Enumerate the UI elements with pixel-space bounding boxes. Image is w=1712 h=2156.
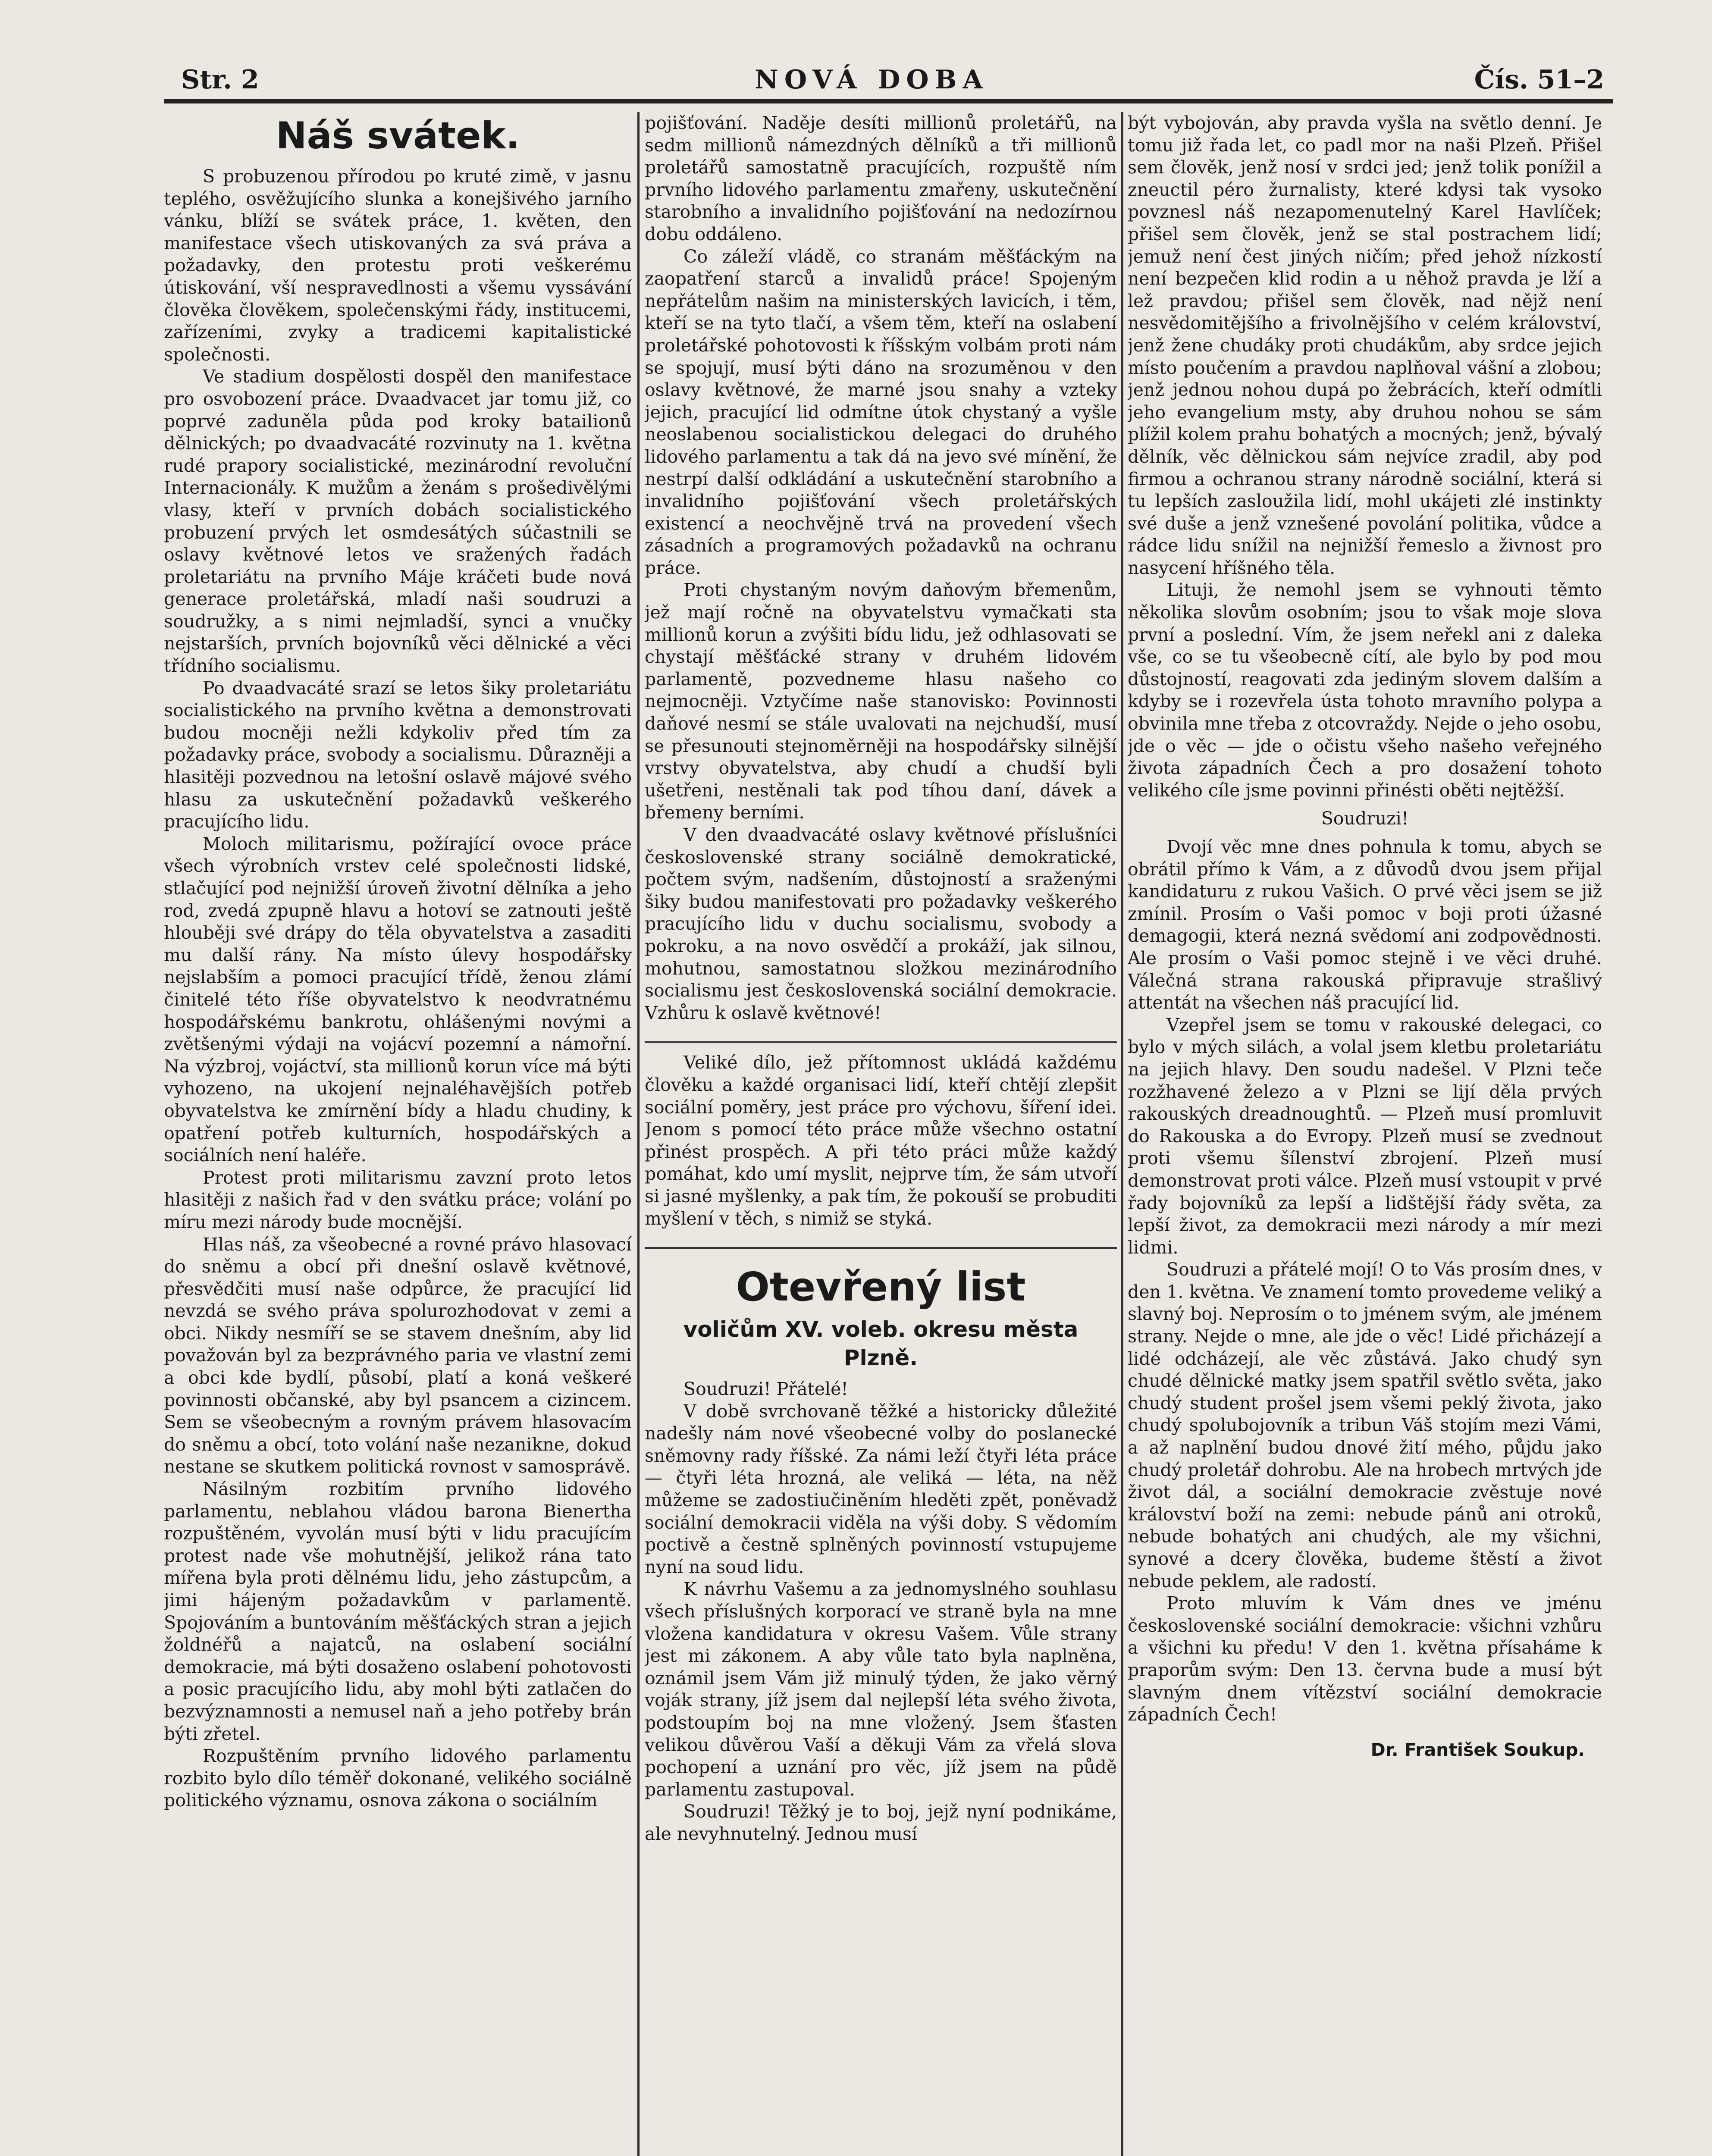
paragraph: Protest proti militarismu zavzní proto letos hlasitěji z našich řad v den svátku práce; volání po míru mezi národy bude mocnější. [164, 1167, 632, 1232]
column-rule [637, 112, 640, 2156]
column-1 [164, 112, 632, 2156]
section-rule [645, 1247, 1117, 1249]
column-2 [645, 112, 1117, 2156]
paragraph: Po dvaadvacáté srazí se letos šiky proletariátu socialistického na prvního května a demonstrovati budou mocněji nežli kdykoliv před tím za požadavky práce, svobody a socialismu. Důrazněji a hlasitěji pozvednou na letošní oslavě májové svého hlasu za uskutečnění požadavků veškerého pracujícího lidu. [164, 677, 632, 832]
letter-title: Otevřený list [736, 1264, 1026, 1310]
paragraph: Moloch militarismu, požírající ovoce práce všech výrobních vrstev celé společnosti lidské, stlačující pod nejnižší úroveň životní dělníka a jeho rod, zvedá zpupně hlavu a hotoví se zatnouti ještě hlouběji své drápy do těla obyvatelstva a zasaditi mu další rány. Na místo úlevy hospodářsky nejslabším a pomoci pracující třídě, ženou zlámí činitelé této říše obyvatelstvo k neodvratnému hospodářskému bankrotu, ohlášenými novými a zvětšenými výdaji na vojácví pozemní a námořní. Na výzbroj, vojáctví, sta millionů korun více má býti vyhozeno, na ukojení nejnaléhavějších potřeb obyvatelstva ke zmírnění bídy a hladu chudiny, k opatření potřeb kulturních, hospodářských a sociálních není haléře. [164, 833, 632, 1166]
signature: Dr. František Soukup. [1370, 1739, 1585, 1760]
paragraph: pojišťování. Naděje desíti millionů proletářů, na sedm millionů námezdných dělníků a tři millionů proletářů samostatně pracujících, rozpuště ním prvního lidového parlamentu zmařeny, uskutečnění starobního a invalidního pojišťování na nedozírnou dobu oddáleno. [645, 113, 1117, 244]
paragraph: Násilným rozbitím prvního lidového parlamentu, neblahou vládou barona Bienertha rozpuštěném, vyvolán musí býti v lidu pracujícím protest nade vše mohutnější, jelikož rána tato mířena byla proti dělnému lidu, jeho zástupcům, a jimi hájeným požadavkům v parlamentě. Spojováním a buntováním měšťáckých stran a jejich žoldnéřů a najatců, na oslabení sociální demokracie, má býti dosaženo oslabení pohotovosti a posic pracujícího lidu, aby mohl býti zatlačen do bezvýznamnosti a nemusel naň a jeho potřeby brán býti zřetel. [164, 1479, 632, 1744]
paragraph: V den dvaadvacáté oslavy květnové příslušníci československé strany sociálně demokratické, počtem svým, nadšením, důstojností a sraženými šiky budou manifestovati pro požadavky veškerého pracujícího lidu v duchu socialismu, svobody a pokroku, a na novo osvědčí a prokáží, jak silnou, mohutnou, samostatnou složkou mezinárodního socialismu jest československá sociální demokracie. Vzhůru k oslavě květnové! [645, 824, 1117, 1023]
paragraph: Hlas náš, za všeobecné a rovné právo hlasovací do sněmu a obcí při dnešní oslavě květnové, přesvědčiti musí naše odpůrce, že pracující lid nevzdá se svého práva spolurozhodovat v zemi a obci. Nikdy nesmíří se se stavem dnešním, aby lid považován byl za bezprávného paria ve vlastní zemi a obci kde bydlí, působí, platí a koná veškeré povinnosti občanské, aby byl psancem a cizincem. Sem se všeobecným a rovným právem hlasovacím do sněmu a obcí, toto volání naše nezanikne, dokud nestane se skutkem politická rovnost v samosprávě. [164, 1234, 632, 1477]
page-number: Str. 2 [181, 65, 259, 95]
paragraph: Soudruzi! Těžký je to boj, jejž nyní podnikáme, ale nevyhnutelný. Jednou musí [645, 1801, 1117, 1844]
paragraph: být vybojován, aby pravda vyšla na světlo denní. Je tomu již řada let, co padl mor na naši Plzeň. Přišel sem člověk, jenž nosí v srdci jed; jenž tolik ponížil a zneuctil péro žurnalisty, které kdysi tak vysoko povznesl náš nezapomenutelný Karel Havlíček; přišel sem člověk, jenž se stal postrachem lidí; jemuž není čest jiných ničím; před jehož nízkostí není bezpečen klid rodin a u něhož pravda je lží a lež pravdou; přišel sem člověk, nad nějž není nesvědomitějšího a frivolnějšího v celém království, jenž žene chudáky proti chudákům, aby srdce jejich místo poučením a pravdou naplňoval vášní a zlobou; jenž jednou nohou dupá po žebrácích, kteří odmítli jeho evangelium msty, aby druhou nohou se sám plížil kolem prahu bohatých a mocných; jenž, bývalý dělník, věc dělnickou sám nejvíce zradil, aby pod firmou a ochranou strany národně sociální, která si tu lepších zasloužila lidí, mohl ukájeti zlé instinkty své duše a jenž vznešené povolání politika, vůdce a rádce lidu snížil na nejnižší řemeslo a živnost pro nasycení hříšného těla. [1128, 113, 1602, 578]
issue-number: Čís. 51–2 [1474, 65, 1604, 95]
paragraph: Vzepřel jsem se tomu v rakouské delegaci, co bylo v mých silách, a volal jsem kletbu proletariátu na jejich hlavy. Den soudu nadešel. V Plzni teče rozžhavené železo a v Plzni se lijí děla prvých rakouských dreadnoughtů. — Plzeň musí promluvit do Rakouska a do Evropy. Plzeň musí se zvednout proti všemu šílenství zbrojení. Plzeň musí demonstrovat proti válce. Plzeň musí vstoupit v prvé řady bojovníků za lepší a lidštější řády světa, za lepší život, za demokracii mezi národy a mír mezi lidmi. [1128, 1014, 1602, 1258]
paragraph: Lituji, že nemohl jsem se vyhnouti těmto několika slovům osobním; jsou to však moje slova první a poslední. Vím, že jsem neřekl ani z daleka vše, co se tu všeobecně cítí, ale bylo by pod mou důstojností, reagovati zda jediným slovem dalším a kdyby se i rozevřela ústa tohoto mravního polypa a obvinila mne třeba z otcovraždy. Nejde o jeho osobu, jde o věc — jde o očistu všeho našeho veřejného života západních Čech a pro dosažení tohoto velikého cíle jsme povinni přinésti oběti nejtěžší. [1128, 580, 1602, 801]
paragraph: Rozpuštěním prvního lidového parlamentu rozbito bylo dílo téměř dokonané, velikého sociálně politického významu, osnova zákona o sociálním [164, 1745, 632, 1811]
paragraph: Dvojí věc mne dnes pohnula k tomu, abych se obrátil přímo k Vám, a z důvodů dvou jsem přijal kandidaturu z rukou Vašich. O prvé věci jsem se již zmínil. Prosím o Vaši pomoc v boji proti úžasné demagogii, která nezná svědomí ani zodpovědnosti. Ale prosím o Vaši pomoc stejně i ve věci druhé. Válečná strana rakouská připravuje strašlivý attentát na všechen náš pracující lid. [1128, 837, 1602, 1013]
paragraph: V době svrchovaně těžké a historicky důležité nadešly nám nové všeobecné volby do poslanecké sněmovny rady říšské. Za námi leží čtyři léta práce — čtyři léta hrozná, ale veliká — léta, na něž můžeme se zadostiučiněním hleděti zpět, poněvadž sociální demokracii viděla na výši doby. S vědomím poctivě a čestně splněných povinností vstupujeme nyní na soud lidu. [645, 1401, 1117, 1577]
section-rule [645, 1041, 1117, 1043]
article-title: Náš svátek. [276, 114, 520, 157]
paragraph: Proti chystaným novým daňovým břemenům, jež mají ročně na obyvatelstvu vymačkati sta millionů korun a zvýšiti bídu lidu, jež odhlasovati se chystají měšťácké strany v druhém lidovém parlamentě, pozvedneme hlasu našeho co nejmocněji. Vztyčíme naše stanovisko: Povinnosti daňové nesmí se stále uvalovati na nejchudší, musí se přesunouti stejnoměrněji na hospodářsky silnější vrstvy obyvatelstva, aby chudí a chudší byli ušetřeni, nestěnali tak pod tíhou daní, dávek a břemeny berními. [645, 580, 1117, 823]
column-rule [1121, 112, 1123, 2156]
paragraph: K návrhu Vašemu a za jednomyslného souhlasu všech příslušných korporací ve straně byla na mne vložena kandidatura v okresu Vašem. Vůle strany jest mi zákonem. A aby vůle tato byla naplněna, oznámil jsem Vám již minulý týden, že jako věrný voják strany, jíž jsem dal nejlepší léta svého života, podstoupím boj na mne vložený. Jsem šťasten velikou důvěrou Vaší a děkuji Vám za vřelá slova pochopení a uznání pro věc, jíž jsem na půdě parlamentu zastupoval. [645, 1579, 1117, 1800]
column-3 [1128, 112, 1602, 2156]
salutation: Soudruzi! [1321, 808, 1409, 829]
paragraph: Soudruzi a přátelé mojí! O to Vás prosím dnes, v den 1. května. Ve znamení tomto provedeme veliký a slavný boj. Neprosím o to jménem svým, ale jménem strany. Nejde o mne, ale jde o věc! Lidé přicházejí a lidé odcházejí, ale věc zůstává. Jako chudý syn chudé dělnické matky jsem spatřil světlo světa, jako chudý student prošel jsem všemi peklý života, jako chudý spolubojovník a tribun Váš stojím mezi Vámi, a až naplnění budou dnové žití mého, půjdu jako chudý proletář dohrobu. Ale na hrobech mrtvých jde život dál, a sociální demokracie zvěstuje nové království boží na zemi: nebude pánů ani otroků, nebude bohatých ani chudých, ale my všichni, synové a dcery člověka, budeme štěstí a život nebude peklem, ale radostí. [1128, 1259, 1602, 1592]
paragraph: Co záleží vládě, co stranám měšťáckým na zaopatření starců a invalidů práce! Spojeným nepřátelům našim na ministerských lavicích, i těm, kteří se na tyto tlačí, a všem těm, kteří na oslabení proletářské pohotovosti k říšským volbám proti nám se spojují, musí býti dáno na srozuměnou v den oslavy květnové, že marné jsou snahy a vzteky jejich, pracující lid odmítne útok chystaný a vyšle neoslabenou socialistickou delegaci do druhého lidového parlamentu a tak dá na jevo své mínění, že nestrpí další odkládání a uskutečnění starobního a invalidního pojišťování všech proletářských existencí a neochvějně trvá na provedení všech zásadních a programových požadavků na ochranu práce. [645, 246, 1117, 578]
paragraph: Veliké dílo, jež přítomnost ukládá každému člověku a každé organisaci lidí, kteří chtějí zlepšit sociální poměry, jest práce pro výchovu, šíření idei. Jenom s pomocí této práce může všechno ostatní přinést prospěch. A při této práci může každý pomáhat, kdo umí myslit, nejprve tím, že sám utvoří si jasné myšlenky, a pak tím, že pokouší se probuditi myšlení v těch, s nimiž se styká. [645, 1052, 1117, 1229]
paragraph: Proto mluvím k Vám dnes ve jménu československé sociální demokracie: všichni vzhůru a všichni ku předu! V den 1. května přísaháme k praporům svým: Den 13. června bude a musí být slavným dnem vítězství sociální demokracie západních Čech! [1128, 1593, 1602, 1725]
masthead: NOVÁ DOBA [755, 65, 989, 95]
letter-subtitle: voličům XV. voleb. okresu města Plzně. [683, 1317, 1079, 1371]
salutation: Soudruzi! Přátelé! [684, 1379, 848, 1400]
paragraph: S probuzenou přírodou po kruté zimě, v jasnu teplého, osvěžujícího slunka a konejšivého jarního vánku, blíží se svátek práce, 1. květen, den manifestace všech utiskovaných za svá práva a požadavky, den protestu proti veškerému útiskování, vší nespravedlnosti a všemu vyssávání člověka člověkem, společenskými řády, institucemi, zařízeními, zvyky a tradicemi kapitalistické společnosti. [164, 166, 632, 365]
header-rule [164, 99, 1613, 103]
page-header [181, 65, 1604, 103]
paragraph: Ve stadium dospělosti dospěl den manifestace pro osvobození práce. Dvaadvacet jar tomu již, co poprvé zaduněla půda pod kroky batailionů dělnických; po dvaadvacáté rozvinuty na 1. května rudé prapory socialistické, mezinárodní revoluční Internacionály. K mužům a ženám s prošedivělými vlasy, kteří v prvních dobách socialistického probuzení prvých let osmdesátých súčastnili se oslavy květnové letos ve sražených řadách proletariátu na prvního Máje kráčeti bude nová generace proletářská, mladí naši soudruzi a soudružky, a s nimi nejmladší, synci a vnučky nejstarších, prvních bojovníků věci dělnické a věci třídního socialismu. [164, 366, 632, 677]
